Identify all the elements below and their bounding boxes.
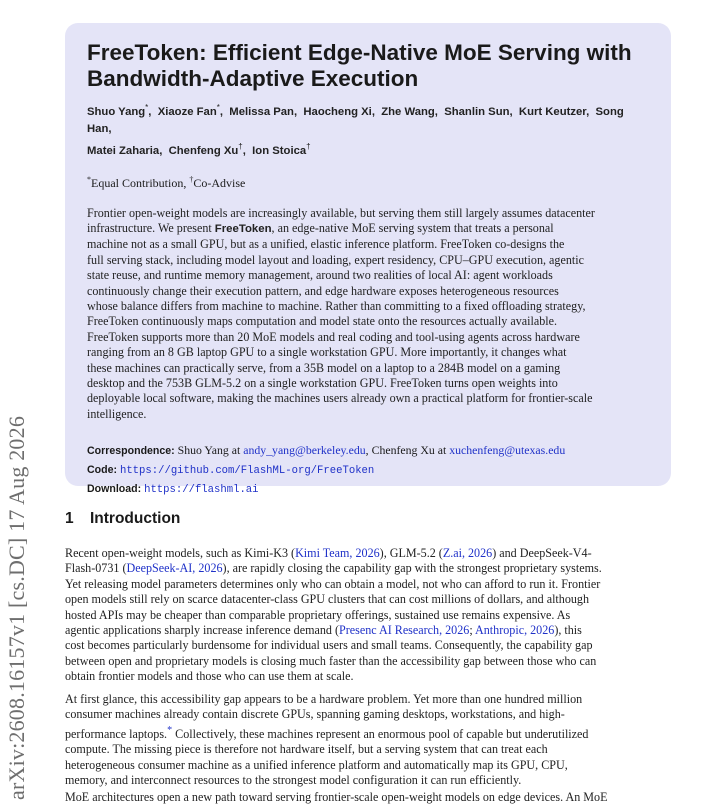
contribution-note: *Equal Contribution, †Co-Advise bbox=[87, 174, 246, 190]
author: Xiaoze Fan*, bbox=[157, 103, 230, 118]
download-link[interactable]: https://flashml.ai bbox=[144, 484, 259, 497]
arxiv-identifier: arXiv:2608.16157v1 [cs.DC] 17 Aug 2026 bbox=[4, 415, 29, 800]
correspondence-line: Correspondence: Shuo Yang at andy_yang@berkeley.edu, Chenfeng Xu at xuchenfeng@utexas.edu bbox=[87, 443, 566, 458]
paper-metadata bbox=[87, 442, 651, 500]
author: Kurt Keutzer, bbox=[518, 105, 596, 118]
author: Ion Stoica† bbox=[252, 141, 311, 157]
author: Melissa Pan, bbox=[229, 105, 304, 118]
footnote-marker[interactable]: * bbox=[167, 724, 173, 736]
citation-link[interactable]: Presenc AI Research, 2026 bbox=[339, 623, 470, 638]
author: Shuo Yang*, bbox=[87, 103, 158, 118]
intro-paragraph: Recent open-weight models, such as Kimi-K3 (Kimi Team, 2026), GLM-5.2 (Z.ai, 2026) and DeepSeek-V4- Flash-0731 (DeepSeek-AI, 2026), are rapidly closing the capability gap with the strongest proprietary systems. Yet releasing model parameters determines only who can obtain a model, not who can afford to run it. Frontier open models still rely on scarce datacenter-class GPU clusters that can cost millions of dollars, and although hosted APIs may be cheaper than comparable proprietary offerings, sustained use remains expensive. As agentic applications sharply increase inference demand (Presenc AI Research, 2026; Anthropic, 2026), this cost becomes particularly burdensome for individual users and small teams. Consequently, the capability gap between open and proprietary models is closing much faster than the accessibility gap between those who can obtain frontier models and those who can use them at scale. bbox=[65, 546, 602, 684]
section-heading bbox=[65, 510, 180, 528]
author: Chenfeng Xu†, bbox=[168, 141, 253, 157]
citation-link[interactable]: DeepSeek-AI, 2026 bbox=[126, 561, 223, 576]
email-link[interactable]: andy_yang@berkeley.edu bbox=[243, 443, 366, 458]
section-number: 1 bbox=[65, 510, 74, 527]
citation-link[interactable]: Anthropic, 2026 bbox=[475, 623, 555, 638]
download-line: Download: https://flashml.ai bbox=[87, 483, 259, 497]
abstract-text: Frontier open-weight models are increasingly available, but serving them still largely assumes datacenter infrastructure. We present FreeToken, an edge-native MoE serving system that treats a personal machine not as a small GPU, but as a unified, elastic inference platform. FreeToken co-designs the full serving stack, including model layout and loading, expert residency, CPU–GPU execution, agentic state reuse, and runtime memory management, around two realities of local AI: agent workloads continuously change their execution pattern, and edge hardware exposes heterogeneous resources whose balance differs from machine to machine. Rather than committing to a fixed offloading strategy, FreeToken continuously maps computation and model state onto the resources actually available. FreeToken supports more than 20 MoE models and real coding and tool-using agents across hardware ranging from an 8 GB laptop GPU to a single workstation GPU. More importantly, it changes what these machines can practically serve, from a 35B model on a laptop to a 284B model on a gaming desktop and the 753B GLM-5.2 on a single workstation GPU. FreeToken turns open weights into deployable local software, making the machines users already own a practical platform for frontier-scale intelligence. bbox=[87, 205, 595, 421]
email-link[interactable]: xuchenfeng@utexas.edu bbox=[449, 443, 566, 458]
system-name: FreeToken bbox=[214, 222, 272, 235]
citation-link[interactable]: Z.ai, 2026 bbox=[442, 546, 493, 560]
title-line: Bandwidth-Adaptive Execution bbox=[87, 66, 419, 91]
title-line: FreeToken: Efficient Edge-Native MoE Serving with bbox=[87, 40, 632, 65]
author: Zhe Wang, bbox=[381, 105, 445, 118]
author: Matei Zaharia, bbox=[87, 144, 169, 157]
section-title: Introduction bbox=[90, 510, 181, 527]
author: Shanlin Sun, bbox=[444, 105, 519, 118]
author: Haocheng Xi, bbox=[303, 105, 382, 118]
author: Song Han, bbox=[87, 105, 624, 135]
citation-link[interactable]: Kimi Team, 2026 bbox=[295, 546, 380, 560]
code-link[interactable]: https://github.com/FlashML-org/FreeToken bbox=[119, 464, 375, 477]
abstract-box bbox=[65, 23, 671, 497]
code-line: Code: https://github.com/FlashML-org/FreeToken bbox=[87, 463, 375, 477]
paper-title bbox=[87, 40, 651, 92]
intro-paragraph: MoE architectures open a new path toward serving frontier-scale open-weight models on edge devices. An MoE bbox=[65, 790, 608, 804]
author-list bbox=[87, 99, 651, 160]
intro-paragraph: At first glance, this accessibility gap appears to be a hardware problem. Yet more than one hundred million consumer machines already contain discrete GPUs, spanning gaming desktops, workstations, and high- performance laptops.* Collectively, these machines represent an enormous pool of capable but underutilized compute. The missing piece is therefore not hardware itself, but a serving system that can treat each heterogeneous consumer machine as a unified inference platform and automatically map its GPU, CPU, memory, and interconnect resources to the strongest model configuration it can run efficiently. bbox=[65, 692, 589, 788]
